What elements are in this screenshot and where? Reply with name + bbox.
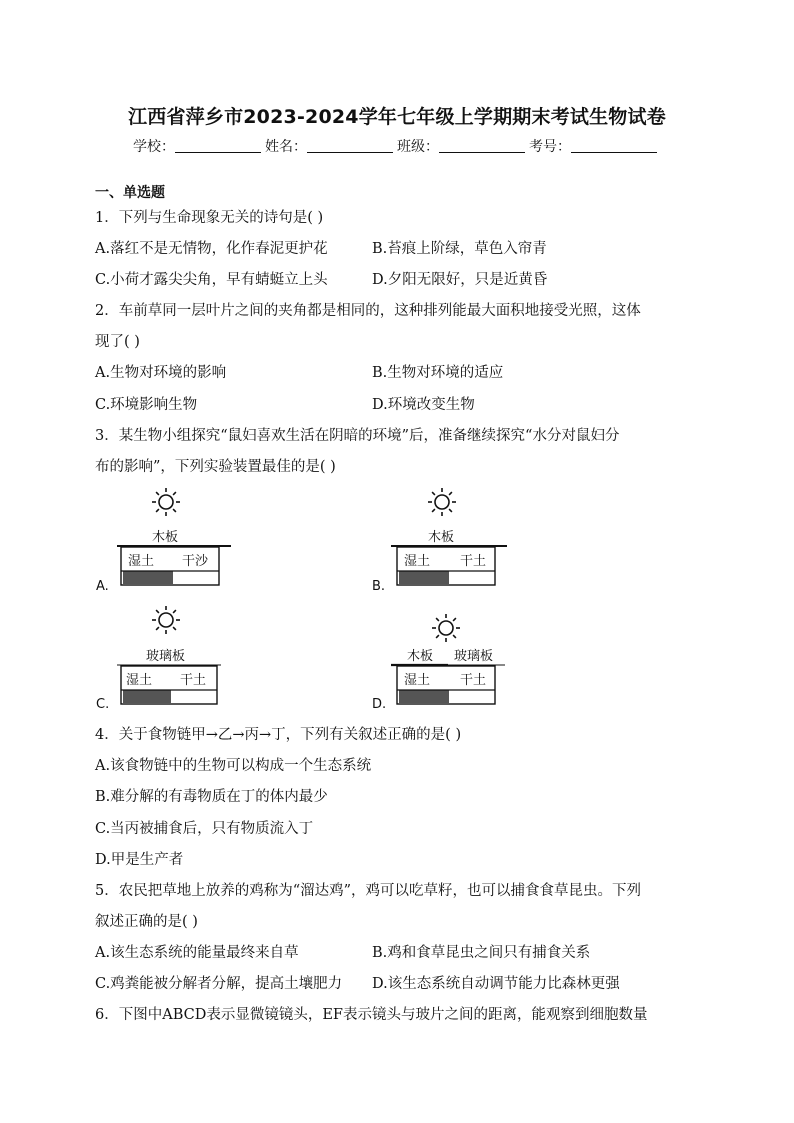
q2-stem-line2: 现了( ) (95, 334, 140, 350)
q3-stem-line1: 3．某生物小组探究“鼠妇喜欢生活在阴暗的环境”后，准备继续探究“水分对鼠妇分 (95, 428, 620, 444)
q2-option-a: A.生物对环境的影响 (95, 365, 227, 381)
q1-option-c: C.小荷才露尖尖角，早有蜻蜓立上头 (95, 272, 328, 288)
diagram-a (96, 488, 231, 594)
q6-stem-line1: 6．下图中ABCD表示显微镜镜头，EF表示镜头与玻片之间的距离，能观察到细胞数量 (95, 1007, 648, 1023)
diagram-b-left-label: 湿土 (404, 554, 431, 569)
q1-option-b: B.苔痕上阶绿，草色入帘青 (372, 241, 547, 257)
class-label: 班级： (397, 139, 439, 155)
name-label: 姓名： (265, 139, 307, 155)
diagram-a-top-label: 木板 (152, 530, 179, 545)
page-title: 江西省萍乡市2023-2024学年七年级上学期期末考试生物试卷 (128, 106, 666, 128)
section-heading: 一、单选题 (95, 185, 165, 201)
diagram-a-right-label: 干沙 (182, 554, 209, 569)
q5-stem-line2: 叙述正确的是( ) (95, 914, 198, 930)
school-label: 学校： (133, 139, 175, 155)
q5-option-b: B.鸡和食草昆虫之间只有捕食关系 (372, 945, 591, 961)
q5-option-a: A.该生态系统的能量最终来自草 (95, 945, 299, 961)
diagram-d-top-left-label: 木板 (407, 649, 434, 664)
sun-icon (432, 614, 460, 642)
diagram-b-top-label: 木板 (428, 530, 455, 545)
q5-option-d: D.该生态系统自动调节能力比森林更强 (372, 976, 620, 992)
diagram-c-left-label: 湿土 (126, 673, 153, 688)
q4-option-a: A.该食物链中的生物可以构成一个生态系统 (95, 758, 372, 774)
q4-option-c: C.当丙被捕食后，只有物质流入丁 (95, 821, 314, 837)
q4-stem: 4．关于食物链甲→乙→丙→丁，下列有关叙述正确的是( ) (95, 727, 462, 743)
diagram-a-option: A. (96, 579, 109, 594)
q4-option-b: B.难分解的有毒物质在丁的体内最少 (95, 789, 328, 805)
diagram-c-option: C. (96, 697, 110, 712)
q2-option-b: B.生物对环境的适应 (372, 365, 504, 381)
diagram-d-top-right-label: 玻璃板 (454, 649, 494, 664)
q5-option-c: C.鸡粪能被分解者分解，提高土壤肥力 (95, 976, 343, 992)
diagram-c-wet-soil (123, 690, 171, 703)
q1-stem: 1．下列与生命现象无关的诗句是( ) (95, 210, 324, 226)
diagram-b-right-label: 干土 (460, 554, 487, 569)
q2-stem-line1: 2．车前草同一层叶片之间的夹角都是相同的，这种排列能最大面积地接受光照，这体 (95, 303, 641, 319)
diagram-d-option: D. (372, 697, 387, 712)
diagram-a-left-label: 湿土 (128, 554, 155, 569)
diagram-b-wet-soil (399, 571, 449, 584)
sun-icon (428, 488, 456, 516)
diagram-c (96, 606, 221, 712)
sun-icon (152, 488, 180, 516)
q2-option-d: D.环境改变生物 (372, 397, 475, 413)
q4-option-d: D.甲是生产者 (95, 852, 184, 868)
sun-icon (152, 606, 180, 634)
diagram-d-wet-soil (399, 690, 449, 703)
q5-stem-line1: 5．农民把草地上放养的鸡称为“溜达鸡”，鸡可以吃草籽，也可以捕食食草昆虫。下列 (95, 883, 642, 899)
diagram-d-left-label: 湿土 (404, 673, 431, 688)
diagram-b-option: B. (372, 579, 386, 594)
diagram-a-wet-soil (123, 571, 173, 584)
q1-option-a: A.落红不是无情物，化作春泥更护花 (95, 241, 328, 257)
diagram-b (372, 488, 507, 594)
diagram-d (372, 614, 505, 712)
q1-option-d: D.夕阳无限好，只是近黄昏 (372, 272, 548, 288)
q3-stem-line2: 布的影响”，下列实验装置最佳的是( ) (95, 459, 336, 475)
exam-no-label: 考号： (529, 139, 571, 155)
diagram-c-right-label: 干土 (180, 673, 207, 688)
diagram-d-right-label: 干土 (460, 673, 487, 688)
q2-option-c: C.环境影响生物 (95, 397, 198, 413)
diagram-c-top-label: 玻璃板 (146, 649, 186, 664)
